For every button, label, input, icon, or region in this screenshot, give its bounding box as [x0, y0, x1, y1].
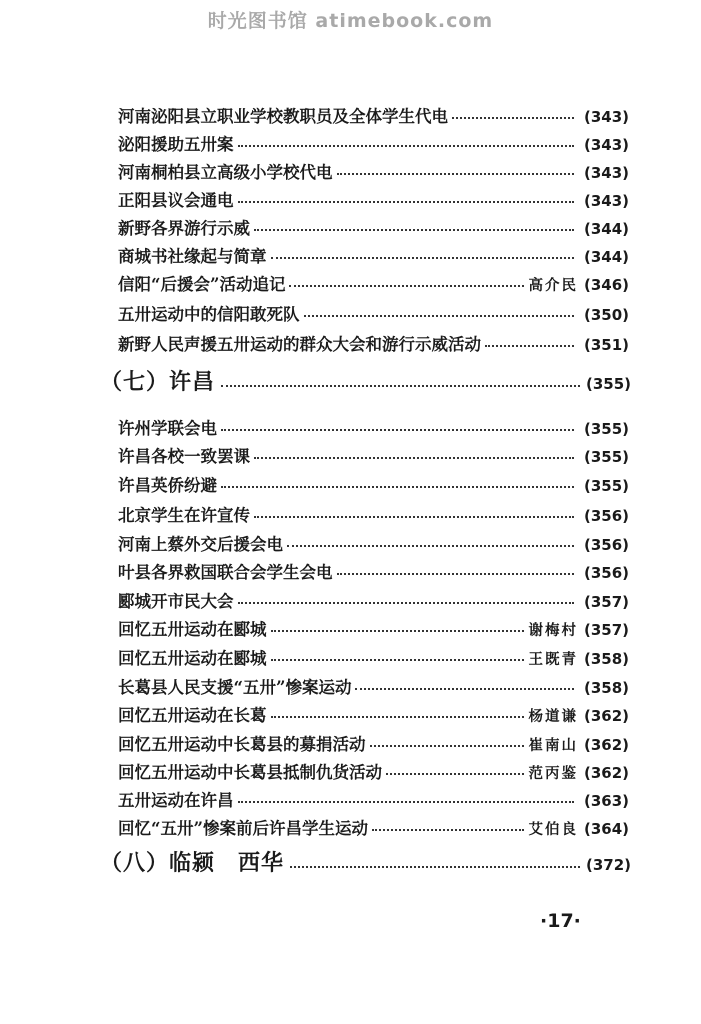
- entry-page: (355): [583, 477, 629, 495]
- entry-title: 五卅运动中的信阳敢死队: [118, 305, 300, 324]
- toc-entry[interactable]: [118, 588, 629, 614]
- section-heading-linying-xihua[interactable]: [100, 846, 631, 880]
- leader-dots: [238, 602, 574, 604]
- entry-page: (343): [583, 192, 629, 210]
- leader-dots: [290, 866, 580, 868]
- leader-dots: [289, 285, 524, 287]
- entry-page: (356): [583, 564, 629, 582]
- leader-dots: [238, 201, 574, 203]
- leader-dots: [254, 229, 574, 231]
- entry-page: (351): [583, 336, 629, 354]
- leader-dots: [304, 315, 574, 317]
- leader-dots: [271, 716, 525, 718]
- toc-entry[interactable]: [118, 815, 629, 841]
- toc-entry[interactable]: [118, 502, 629, 528]
- leader-dots: [254, 457, 574, 459]
- entry-page: (344): [583, 248, 629, 266]
- entry-author: 谢梅村: [528, 622, 578, 639]
- toc-entry[interactable]: [118, 187, 629, 213]
- entry-page: (346): [583, 276, 629, 294]
- toc-entry[interactable]: [118, 131, 629, 157]
- section-title: （八）临颍 西华: [100, 850, 285, 876]
- entry-title: 回忆五卅运动在郾城: [118, 620, 267, 639]
- toc-entry[interactable]: [118, 645, 629, 671]
- entry-page: (344): [583, 220, 629, 238]
- toc-entry[interactable]: [118, 301, 629, 327]
- entry-page: (358): [583, 650, 629, 668]
- entry-author: 杨道谦: [528, 708, 578, 725]
- entry-author: 高介民: [528, 277, 578, 294]
- entry-title: 新野各界游行示威: [118, 219, 250, 238]
- leader-dots: [238, 801, 574, 803]
- toc-entry[interactable]: [118, 443, 629, 469]
- entry-title: 河南桐柏县立高级小学校代电: [118, 163, 333, 182]
- entry-author: 王既青: [528, 651, 578, 668]
- toc-entry[interactable]: [118, 616, 629, 642]
- leader-dots: [271, 659, 525, 661]
- entry-page: (357): [583, 621, 629, 639]
- page-number: ·17·: [540, 910, 581, 932]
- toc-entry[interactable]: [118, 103, 629, 129]
- toc-entry[interactable]: [118, 472, 629, 498]
- leader-dots: [238, 145, 574, 147]
- section-heading-xuchang[interactable]: [100, 365, 631, 399]
- entry-title: 泌阳援助五卅案: [118, 135, 234, 154]
- entry-page: (363): [583, 792, 629, 810]
- entry-title: 回忆五卅运动中长葛县抵制仇货活动: [118, 763, 382, 782]
- entry-title: 回忆五卅运动在长葛: [118, 706, 267, 725]
- entry-page: (350): [583, 306, 629, 324]
- entry-page: (357): [583, 593, 629, 611]
- entry-title: 河南泌阳县立职业学校教职员及全体学生代电: [118, 107, 448, 126]
- entry-author: 范丙鉴: [528, 765, 578, 782]
- entry-title: 叶县各界救国联合会学生会电: [118, 563, 333, 582]
- entry-page: (356): [583, 507, 629, 525]
- toc-entry[interactable]: [118, 731, 629, 757]
- toc-entry[interactable]: [118, 243, 629, 269]
- leader-dots: [221, 429, 574, 431]
- entry-title: 回忆“五卅”惨案前后许昌学生运动: [118, 819, 368, 838]
- toc-entry[interactable]: [118, 415, 629, 441]
- toc-entry[interactable]: [118, 331, 629, 357]
- leader-dots: [452, 117, 574, 119]
- entry-page: (362): [583, 736, 629, 754]
- leader-dots: [287, 545, 574, 547]
- leader-dots: [254, 516, 574, 518]
- entry-page: (343): [583, 136, 629, 154]
- toc-entry[interactable]: [118, 531, 629, 557]
- entry-title: 正阳县议会通电: [118, 191, 234, 210]
- leader-dots: [386, 773, 524, 775]
- entry-title: 回忆五卅运动在郾城: [118, 649, 267, 668]
- leader-dots: [221, 385, 580, 387]
- entry-title: 信阳“后援会”活动追记: [118, 275, 286, 294]
- toc-entry[interactable]: [118, 159, 629, 185]
- leader-dots: [370, 745, 525, 747]
- entry-author: 艾伯良: [528, 821, 578, 838]
- section-page: (372): [585, 856, 631, 874]
- leader-dots: [337, 173, 574, 175]
- toc-entry[interactable]: [118, 787, 629, 813]
- entry-page: (356): [583, 536, 629, 554]
- entry-title: 商城书社缘起与简章: [118, 247, 267, 266]
- leader-dots: [355, 688, 573, 690]
- entry-title: 郾城开市民大会: [118, 592, 234, 611]
- leader-dots: [485, 345, 574, 347]
- leader-dots: [372, 829, 524, 831]
- entry-title: 长葛县人民支援“五卅”惨案运动: [118, 678, 352, 697]
- toc-entry[interactable]: [118, 674, 629, 700]
- entry-title: 许昌英侨纷避: [118, 476, 217, 495]
- leader-dots: [271, 630, 525, 632]
- entry-title: 许州学联会电: [118, 419, 217, 438]
- entry-page: (358): [583, 679, 629, 697]
- toc-entry[interactable]: [118, 759, 629, 785]
- leader-dots: [271, 257, 574, 259]
- entry-page: (355): [583, 420, 629, 438]
- entry-title: 许昌各校一致罢课: [118, 447, 250, 466]
- entry-page: (343): [583, 108, 629, 126]
- leader-dots: [337, 573, 574, 575]
- entry-title: 回忆五卅运动中长葛县的募捐活动: [118, 735, 366, 754]
- entry-title: 河南上蔡外交后援会电: [118, 535, 283, 554]
- watermark: 时光图书馆 atimebook.com: [207, 10, 494, 32]
- entry-title: 北京学生在许宣传: [118, 506, 250, 525]
- entry-page: (362): [583, 707, 629, 725]
- entry-title: 新野人民声援五卅运动的群众大会和游行示威活动: [118, 335, 481, 354]
- entry-page: (343): [583, 164, 629, 182]
- section-title: （七）许昌: [100, 369, 216, 395]
- entry-author: 崔南山: [528, 737, 578, 754]
- toc-entry[interactable]: [118, 215, 629, 241]
- section-page: (355): [585, 375, 631, 393]
- entry-page: (364): [583, 820, 629, 838]
- entry-title: 五卅运动在许昌: [118, 791, 234, 810]
- toc-entry[interactable]: [118, 559, 629, 585]
- entry-page: (355): [583, 448, 629, 466]
- toc-entry[interactable]: [118, 702, 629, 728]
- toc-entry[interactable]: [118, 271, 629, 297]
- entry-page: (362): [583, 764, 629, 782]
- leader-dots: [221, 486, 574, 488]
